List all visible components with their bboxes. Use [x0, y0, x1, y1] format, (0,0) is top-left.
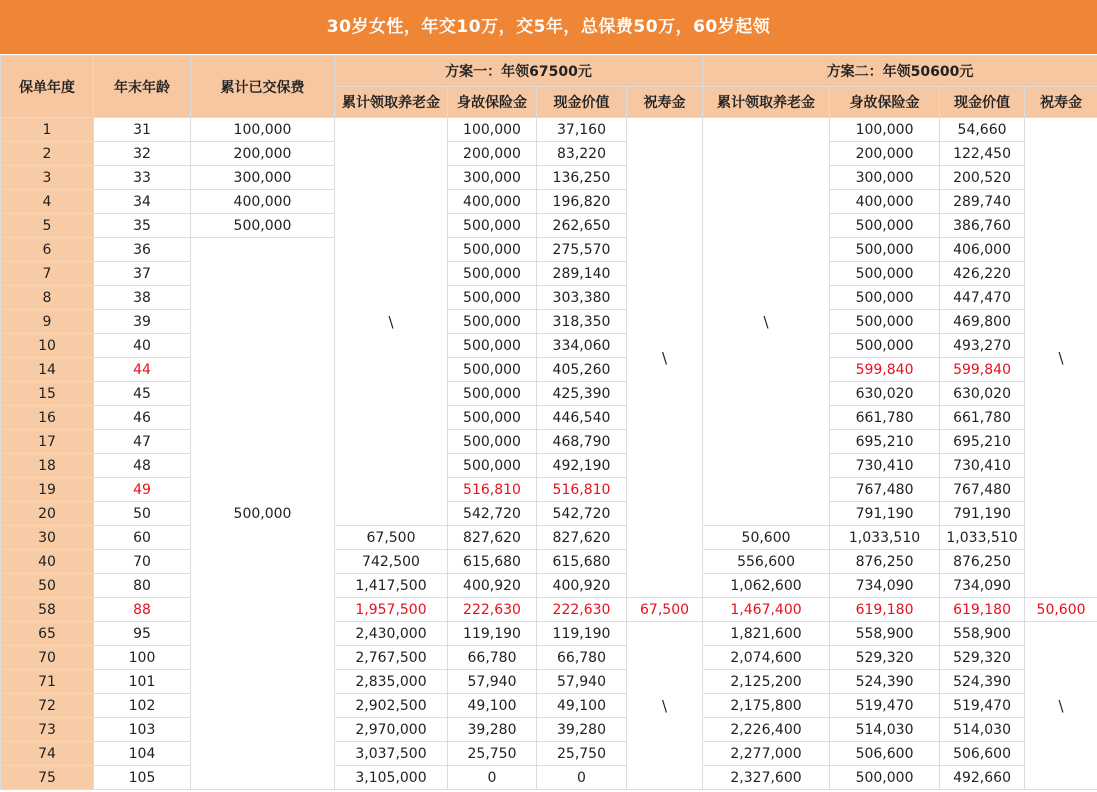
plan2-cash-cell: 558,900 — [940, 622, 1025, 646]
table-row — [1, 526, 1097, 550]
premium-cell: 100,000 — [191, 118, 335, 142]
age-cell: 34 — [94, 190, 191, 214]
policy-year-cell: 7 — [1, 262, 94, 286]
plan1-cash-cell: 25,750 — [537, 742, 627, 766]
table-row — [1, 238, 1097, 262]
policy-year-cell: 65 — [1, 622, 94, 646]
plan2-cash-cell: 734,090 — [940, 574, 1025, 598]
plan2-death-cell: 1,033,510 — [830, 526, 940, 550]
policy-year-cell: 19 — [1, 478, 94, 502]
plan2-cash-cell: 619,180 — [940, 598, 1025, 622]
table-row — [1, 142, 1097, 166]
plan2-death-cell: 514,030 — [830, 718, 940, 742]
plan1-death-cell: 100,000 — [448, 118, 537, 142]
plan2-cash-cell: 447,470 — [940, 286, 1025, 310]
premium-total-cell: 500,000 — [191, 238, 335, 790]
header-plan2-pension: 累计领取养老金 — [703, 87, 830, 118]
age-cell: 40 — [94, 334, 191, 358]
plan2-pension-cell: 2,175,800 — [703, 694, 830, 718]
table-row — [1, 646, 1097, 670]
plan2-cash-cell: 200,520 — [940, 166, 1025, 190]
age-cell: 104 — [94, 742, 191, 766]
plan2-cash-cell: 122,450 — [940, 142, 1025, 166]
table-row — [1, 190, 1097, 214]
policy-year-cell: 71 — [1, 670, 94, 694]
plan2-pension-cell: 2,226,400 — [703, 718, 830, 742]
age-cell: 48 — [94, 454, 191, 478]
plan1-cash-cell: 66,780 — [537, 646, 627, 670]
policy-year-cell: 17 — [1, 430, 94, 454]
age-cell: 105 — [94, 766, 191, 790]
plan1-death-cell: 500,000 — [448, 334, 537, 358]
plan2-cash-cell: 767,480 — [940, 478, 1025, 502]
plan2-cash-cell: 1,033,510 — [940, 526, 1025, 550]
table-row — [1, 742, 1097, 766]
age-cell: 103 — [94, 718, 191, 742]
header-policy-year: 保单年度 — [1, 56, 94, 118]
age-cell: 45 — [94, 382, 191, 406]
policy-year-cell: 16 — [1, 406, 94, 430]
table-row — [1, 334, 1097, 358]
plan1-cash-cell: 468,790 — [537, 430, 627, 454]
plan1-cash-cell: 615,680 — [537, 550, 627, 574]
plan1-cash-cell: 827,620 — [537, 526, 627, 550]
table-row — [1, 166, 1097, 190]
table-row — [1, 286, 1097, 310]
plan2-death-cell: 695,210 — [830, 430, 940, 454]
plan1-death-cell: 57,940 — [448, 670, 537, 694]
plan2-death-cell: 876,250 — [830, 550, 940, 574]
plan1-death-cell: 500,000 — [448, 430, 537, 454]
table-row — [1, 574, 1097, 598]
policy-year-cell: 15 — [1, 382, 94, 406]
plan1-cash-cell: 542,720 — [537, 502, 627, 526]
policy-year-cell: 73 — [1, 718, 94, 742]
plan1-cash-cell: 37,160 — [537, 118, 627, 142]
table-row — [1, 406, 1097, 430]
plan2-bonus-na-upper: \ — [1025, 118, 1097, 598]
policy-year-cell: 58 — [1, 598, 94, 622]
plan1-cash-cell: 303,380 — [537, 286, 627, 310]
age-cell: 39 — [94, 310, 191, 334]
plan1-cash-cell: 49,100 — [537, 694, 627, 718]
table-row — [1, 262, 1097, 286]
plan1-cash-cell: 318,350 — [537, 310, 627, 334]
plan2-death-cell: 300,000 — [830, 166, 940, 190]
table-row — [1, 118, 1097, 142]
header-age: 年末年龄 — [94, 56, 191, 118]
plan1-death-cell: 500,000 — [448, 238, 537, 262]
plan1-bonus-na-lower: \ — [627, 622, 703, 790]
plan1-death-cell: 49,100 — [448, 694, 537, 718]
plan1-cash-cell: 83,220 — [537, 142, 627, 166]
plan1-death-cell: 615,680 — [448, 550, 537, 574]
plan1-pension-cell: 2,835,000 — [335, 670, 448, 694]
plan2-death-cell: 558,900 — [830, 622, 940, 646]
plan2-bonus-na-lower: \ — [1025, 622, 1097, 790]
plan1-death-cell: 66,780 — [448, 646, 537, 670]
table-row — [1, 550, 1097, 574]
plan1-cash-cell: 39,280 — [537, 718, 627, 742]
table-row — [1, 718, 1097, 742]
policy-year-cell: 2 — [1, 142, 94, 166]
plan1-cash-cell: 334,060 — [537, 334, 627, 358]
plan2-death-cell: 767,480 — [830, 478, 940, 502]
plan1-cash-cell: 492,190 — [537, 454, 627, 478]
plan2-pension-cell: 2,125,200 — [703, 670, 830, 694]
plan2-cash-cell: 54,660 — [940, 118, 1025, 142]
plan1-death-cell: 119,190 — [448, 622, 537, 646]
table-row — [1, 358, 1097, 382]
table-row — [1, 214, 1097, 238]
age-cell: 95 — [94, 622, 191, 646]
policy-year-cell: 20 — [1, 502, 94, 526]
plan1-pension-na: \ — [335, 118, 448, 526]
header-plan2-longevity-bonus: 祝寿金 — [1025, 87, 1097, 118]
plan1-pension-cell: 742,500 — [335, 550, 448, 574]
header-plan2-death-benefit: 身故保险金 — [830, 87, 940, 118]
plan1-pension-cell: 2,430,000 — [335, 622, 448, 646]
age-cell: 35 — [94, 214, 191, 238]
header-plan1-cash-value: 现金价值 — [537, 87, 627, 118]
plan2-cash-cell: 469,800 — [940, 310, 1025, 334]
page-title: 30岁女性，年交10万，交5年，总保费50万，60岁起领 — [0, 0, 1097, 55]
age-cell: 36 — [94, 238, 191, 262]
plan1-cash-cell: 275,570 — [537, 238, 627, 262]
plan1-cash-cell: 136,250 — [537, 166, 627, 190]
header-premium-paid: 累计已交保费 — [191, 56, 335, 118]
plan2-death-cell: 500,000 — [830, 334, 940, 358]
plan1-pension-cell: 3,105,000 — [335, 766, 448, 790]
plan1-cash-cell: 196,820 — [537, 190, 627, 214]
plan2-cash-cell: 661,780 — [940, 406, 1025, 430]
age-cell: 50 — [94, 502, 191, 526]
plan2-pension-cell: 2,327,600 — [703, 766, 830, 790]
plan2-death-cell: 500,000 — [830, 766, 940, 790]
table-row — [1, 430, 1097, 454]
policy-year-cell: 3 — [1, 166, 94, 190]
policy-year-cell: 40 — [1, 550, 94, 574]
policy-year-cell: 5 — [1, 214, 94, 238]
plan2-cash-cell: 630,020 — [940, 382, 1025, 406]
plan1-death-cell: 0 — [448, 766, 537, 790]
plan2-pension-cell: 556,600 — [703, 550, 830, 574]
plan2-death-cell: 506,600 — [830, 742, 940, 766]
table-row — [1, 502, 1097, 526]
policy-year-cell: 74 — [1, 742, 94, 766]
policy-year-cell: 6 — [1, 238, 94, 262]
plan1-cash-cell: 289,140 — [537, 262, 627, 286]
plan2-cash-cell: 519,470 — [940, 694, 1025, 718]
header-plan1-death-benefit: 身故保险金 — [448, 87, 537, 118]
plan1-cash-cell: 425,390 — [537, 382, 627, 406]
plan2-death-cell: 500,000 — [830, 214, 940, 238]
plan2-cash-cell: 730,410 — [940, 454, 1025, 478]
age-cell: 46 — [94, 406, 191, 430]
plan2-death-cell: 519,470 — [830, 694, 940, 718]
policy-year-cell: 50 — [1, 574, 94, 598]
plan2-death-cell: 630,020 — [830, 382, 940, 406]
plan2-pension-cell: 2,074,600 — [703, 646, 830, 670]
premium-cell: 400,000 — [191, 190, 335, 214]
age-cell: 31 — [94, 118, 191, 142]
plan1-cash-cell: 400,920 — [537, 574, 627, 598]
plan2-cash-cell: 876,250 — [940, 550, 1025, 574]
table-row-highlight — [1, 598, 1097, 622]
policy-year-cell: 9 — [1, 310, 94, 334]
plan2-death-cell: 524,390 — [830, 670, 940, 694]
plan1-death-cell: 500,000 — [448, 286, 537, 310]
plan1-death-cell: 200,000 — [448, 142, 537, 166]
plan1-death-cell: 300,000 — [448, 166, 537, 190]
table-row — [1, 478, 1097, 502]
policy-year-cell: 4 — [1, 190, 94, 214]
plan1-cash-cell: 516,810 — [537, 478, 627, 502]
plan1-death-cell: 500,000 — [448, 454, 537, 478]
plan1-cash-cell: 57,940 — [537, 670, 627, 694]
plan2-cash-cell: 695,210 — [940, 430, 1025, 454]
plan1-pension-cell: 2,902,500 — [335, 694, 448, 718]
age-cell: 88 — [94, 598, 191, 622]
plan2-death-cell: 734,090 — [830, 574, 940, 598]
plan1-cash-cell: 0 — [537, 766, 627, 790]
plan2-cash-cell: 791,190 — [940, 502, 1025, 526]
plan2-cash-cell: 493,270 — [940, 334, 1025, 358]
plan1-death-cell: 500,000 — [448, 310, 537, 334]
policy-year-cell: 1 — [1, 118, 94, 142]
plan1-death-cell: 400,000 — [448, 190, 537, 214]
age-cell: 70 — [94, 550, 191, 574]
plan1-death-cell: 222,630 — [448, 598, 537, 622]
plan2-death-cell: 599,840 — [830, 358, 940, 382]
plan1-cash-cell: 222,630 — [537, 598, 627, 622]
plan2-pension-cell: 2,277,000 — [703, 742, 830, 766]
plan2-pension-cell: 1,821,600 — [703, 622, 830, 646]
plan2-death-cell: 529,320 — [830, 646, 940, 670]
plan2-cash-cell: 529,320 — [940, 646, 1025, 670]
plan2-death-cell: 730,410 — [830, 454, 940, 478]
plan2-death-cell: 619,180 — [830, 598, 940, 622]
plan1-death-cell: 542,720 — [448, 502, 537, 526]
plan2-bonus-cell: 50,600 — [1025, 598, 1097, 622]
plan1-cash-cell: 119,190 — [537, 622, 627, 646]
age-cell: 47 — [94, 430, 191, 454]
age-cell: 101 — [94, 670, 191, 694]
policy-year-cell: 75 — [1, 766, 94, 790]
plan1-pension-cell: 3,037,500 — [335, 742, 448, 766]
plan2-cash-cell: 289,740 — [940, 190, 1025, 214]
insurance-benefit-table — [0, 55, 1097, 790]
table-row — [1, 694, 1097, 718]
age-cell: 33 — [94, 166, 191, 190]
header-plan1-pension: 累计领取养老金 — [335, 87, 448, 118]
plan1-pension-cell: 2,970,000 — [335, 718, 448, 742]
header-plan-one: 方案一：年领67500元 — [335, 56, 703, 87]
plan2-death-cell: 500,000 — [830, 310, 940, 334]
age-cell: 49 — [94, 478, 191, 502]
plan2-cash-cell: 506,600 — [940, 742, 1025, 766]
policy-year-cell: 30 — [1, 526, 94, 550]
plan2-death-cell: 661,780 — [830, 406, 940, 430]
header-plan2-cash-value: 现金价值 — [940, 87, 1025, 118]
plan2-death-cell: 500,000 — [830, 262, 940, 286]
premium-cell: 200,000 — [191, 142, 335, 166]
plan1-death-cell: 25,750 — [448, 742, 537, 766]
plan1-cash-cell: 446,540 — [537, 406, 627, 430]
policy-year-cell: 72 — [1, 694, 94, 718]
plan2-death-cell: 500,000 — [830, 286, 940, 310]
policy-year-cell: 10 — [1, 334, 94, 358]
plan1-death-cell: 500,000 — [448, 382, 537, 406]
age-cell: 37 — [94, 262, 191, 286]
plan1-cash-cell: 262,650 — [537, 214, 627, 238]
plan1-death-cell: 500,000 — [448, 406, 537, 430]
age-cell: 60 — [94, 526, 191, 550]
age-cell: 102 — [94, 694, 191, 718]
age-cell: 44 — [94, 358, 191, 382]
plan2-cash-cell: 386,760 — [940, 214, 1025, 238]
plan2-pension-cell: 1,062,600 — [703, 574, 830, 598]
plan1-pension-cell: 2,767,500 — [335, 646, 448, 670]
plan1-death-cell: 516,810 — [448, 478, 537, 502]
plan1-death-cell: 500,000 — [448, 214, 537, 238]
plan1-death-cell: 827,620 — [448, 526, 537, 550]
plan1-death-cell: 400,920 — [448, 574, 537, 598]
plan1-death-cell: 500,000 — [448, 262, 537, 286]
plan1-bonus-na-upper: \ — [627, 118, 703, 598]
age-cell: 38 — [94, 286, 191, 310]
policy-year-cell: 70 — [1, 646, 94, 670]
plan2-death-cell: 500,000 — [830, 238, 940, 262]
plan1-death-cell: 500,000 — [448, 358, 537, 382]
age-cell: 32 — [94, 142, 191, 166]
header-plan1-longevity-bonus: 祝寿金 — [627, 87, 703, 118]
table-row — [1, 310, 1097, 334]
plan2-cash-cell: 524,390 — [940, 670, 1025, 694]
table-row — [1, 382, 1097, 406]
plan1-pension-cell: 67,500 — [335, 526, 448, 550]
age-cell: 80 — [94, 574, 191, 598]
premium-cell: 500,000 — [191, 214, 335, 238]
plan1-bonus-cell: 67,500 — [627, 598, 703, 622]
plan2-death-cell: 200,000 — [830, 142, 940, 166]
policy-year-cell: 8 — [1, 286, 94, 310]
policy-year-cell: 14 — [1, 358, 94, 382]
policy-year-cell: 18 — [1, 454, 94, 478]
header-plan-two: 方案二：年领50600元 — [703, 56, 1097, 87]
plan2-pension-na: \ — [703, 118, 830, 526]
plan1-pension-cell: 1,957,500 — [335, 598, 448, 622]
table-row — [1, 766, 1097, 790]
plan2-pension-cell: 1,467,400 — [703, 598, 830, 622]
plan2-pension-cell: 50,600 — [703, 526, 830, 550]
plan2-cash-cell: 406,000 — [940, 238, 1025, 262]
plan2-cash-cell: 599,840 — [940, 358, 1025, 382]
table-row — [1, 670, 1097, 694]
table-row — [1, 454, 1097, 478]
plan1-death-cell: 39,280 — [448, 718, 537, 742]
plan2-cash-cell: 492,660 — [940, 766, 1025, 790]
plan2-cash-cell: 426,220 — [940, 262, 1025, 286]
plan1-pension-cell: 1,417,500 — [335, 574, 448, 598]
premium-cell: 300,000 — [191, 166, 335, 190]
plan1-cash-cell: 405,260 — [537, 358, 627, 382]
age-cell: 100 — [94, 646, 191, 670]
table-row — [1, 622, 1097, 646]
plan2-death-cell: 791,190 — [830, 502, 940, 526]
plan2-death-cell: 400,000 — [830, 190, 940, 214]
plan2-death-cell: 100,000 — [830, 118, 940, 142]
plan2-cash-cell: 514,030 — [940, 718, 1025, 742]
